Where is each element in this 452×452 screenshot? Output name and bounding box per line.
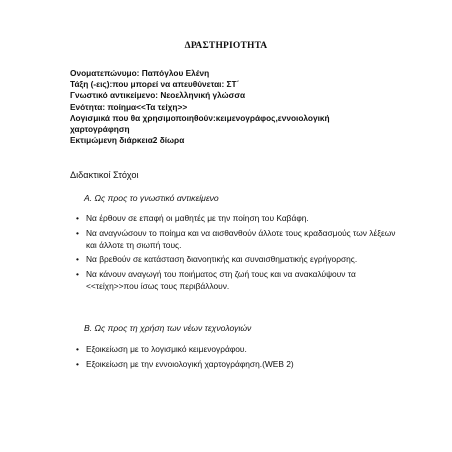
list-item-text: Εξοικείωση με το λογισμικό κειμενογράφου. bbox=[86, 344, 247, 354]
bullet-icon: • bbox=[76, 358, 79, 369]
meta-duration: Εκτιμώμενη διάρκεια2 δίωρα bbox=[70, 135, 185, 146]
metadata-block bbox=[70, 68, 410, 146]
subheading-a: Α. Ως προς το γνωστικό αντικείμενο bbox=[84, 193, 219, 203]
meta-unit: Ενότητα: ποίημα<<Τα τείχη>> bbox=[70, 101, 188, 112]
list-item bbox=[76, 213, 396, 225]
goals-list-b bbox=[76, 344, 396, 371]
list-item bbox=[76, 269, 396, 293]
list-item bbox=[76, 254, 396, 266]
list-item-text: Να κάνουν αναγωγή του ποιήματος στη ζωή τους και να ανακαλύψουν τα <<τείχη>>που ίσως τους περιβάλλουν. bbox=[86, 269, 356, 291]
bullet-icon: • bbox=[76, 269, 79, 280]
list-item-text: Να βρεθούν σε κατάσταση διανοητικής και συναισθηματικής εγρήγορσης. bbox=[86, 254, 358, 265]
goals-list-a bbox=[76, 213, 396, 293]
bullet-icon: • bbox=[76, 227, 79, 238]
list-item-text: Να έρθουν σε επαφή οι μαθητές με την ποίηση του Καβάφη. bbox=[86, 213, 309, 223]
document-title: ΔΡΑΣΤΗΡΙΟΤΗΤΑ bbox=[184, 41, 268, 51]
subheading-b: Β. Ως προς τη χρήση των νέων τεχνολογιών bbox=[84, 323, 252, 333]
list-item bbox=[76, 228, 396, 252]
list-item bbox=[76, 359, 396, 371]
bullet-icon: • bbox=[76, 344, 79, 354]
section-heading-goals: Διδακτικοί Στόχοι bbox=[70, 170, 139, 180]
list-item-text: Να αναγνώσουν το ποίημα και να αισθανθούν άλλοτε τους κραδασμούς των λέξεων και άλλοτε τη σιωπή τους. bbox=[86, 227, 396, 250]
list-item bbox=[76, 344, 396, 356]
bullet-icon: • bbox=[76, 213, 79, 223]
meta-subject: Γνωστικό αντικείμενο: Νεοελληνική γλώσσα bbox=[70, 90, 246, 101]
meta-class: Τάξη (-εις):που μπορεί να απευθύνεται: ΣΤ΄ bbox=[70, 79, 240, 90]
meta-software: Λογισμικά που θα χρησιμοποιηθούν:κειμενογράφος,εννοιολογική χαρτογράφηση bbox=[70, 112, 330, 135]
list-item-text: Εξοικείωση με την εννοιολογική χαρτογράφηση.(WEB 2) bbox=[86, 358, 294, 369]
bullet-icon: • bbox=[76, 254, 79, 265]
meta-name: Ονοματεπώνυμο: Παπόγλου Ελένη bbox=[70, 68, 210, 78]
